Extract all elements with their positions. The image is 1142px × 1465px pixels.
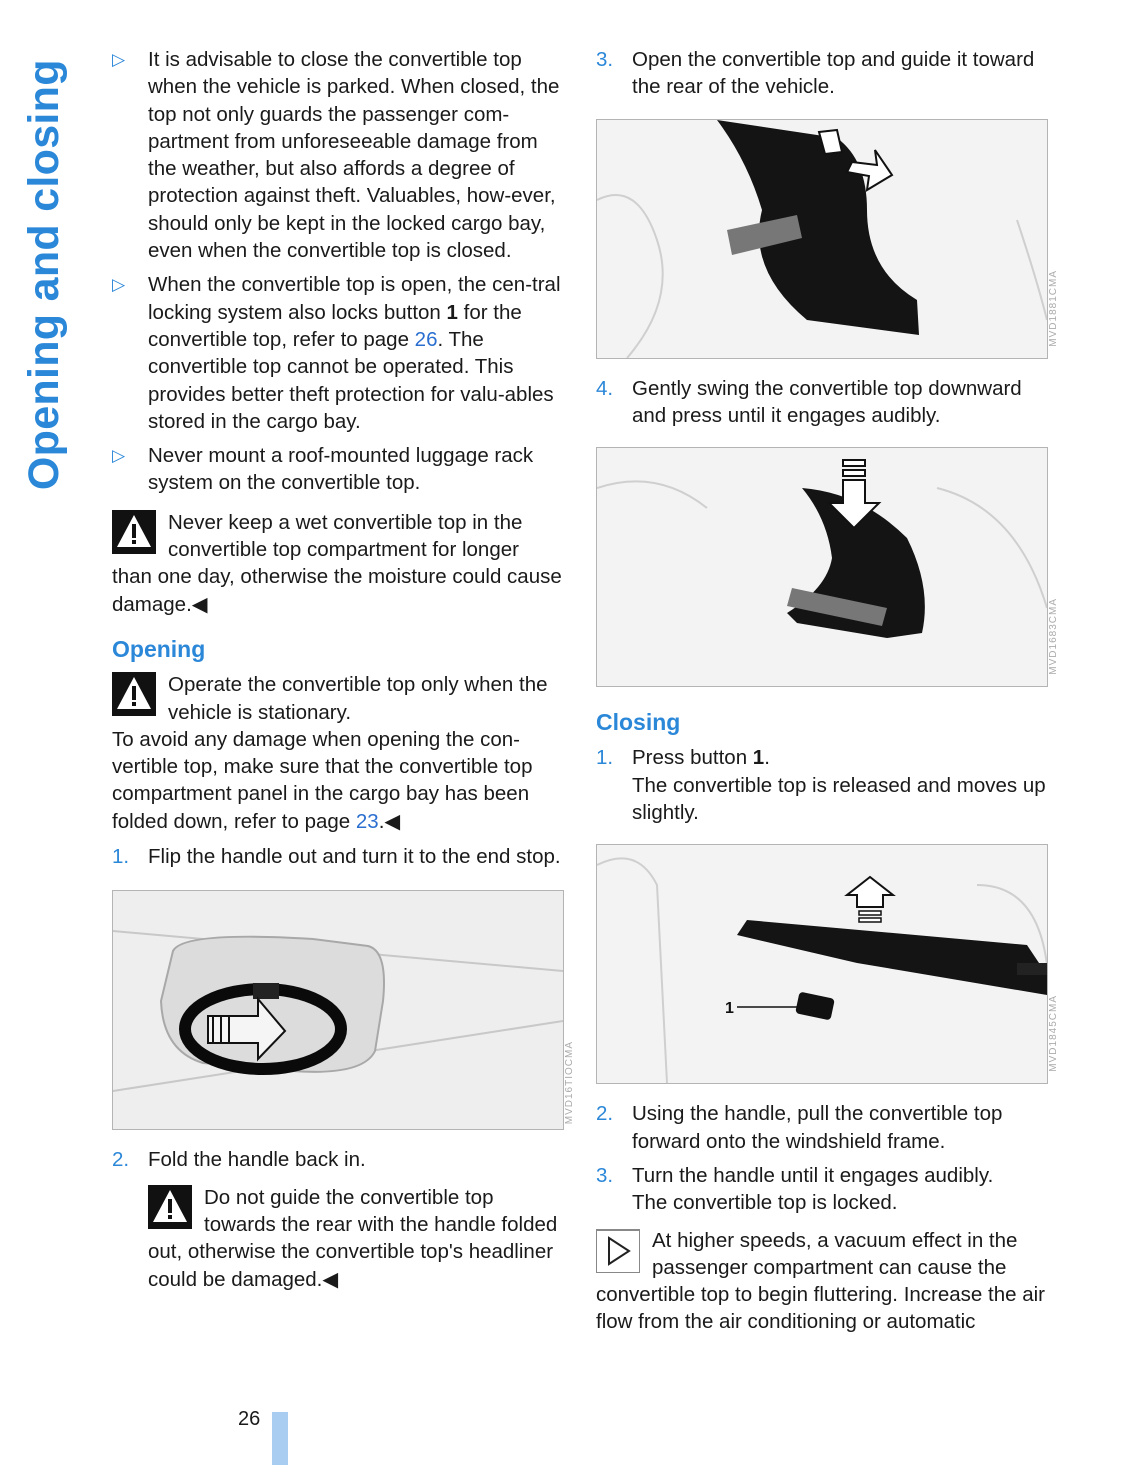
warning-icon <box>148 1185 192 1229</box>
warning-note: Do not guide the convertible top towards the rear with the handle folded out, otherwise the convertible top's headliner could be damaged.◀ <box>148 1185 558 1291</box>
bullet-item: ▷ Never mount a roof-mounted luggage rack system on the convertible top. <box>112 444 534 495</box>
figure-top-down <box>596 447 1059 687</box>
section-heading-closing: Closing <box>596 709 681 736</box>
figure-code: MVD1845CMA <box>1047 995 1059 1073</box>
page-number: 26 <box>238 1408 261 1430</box>
section-heading-opening: Opening <box>112 635 206 662</box>
step-item: 2. Fold the handle back in. <box>112 1148 366 1172</box>
convertible-top-open-illustration <box>597 120 1047 358</box>
step-item: 3. Open the convertible top and guide it toward the rear of the vehicle. <box>596 48 1035 99</box>
right-column <box>596 46 1059 1344</box>
left-column <box>112 46 575 1301</box>
figure-code: MVD1683CMA <box>1047 598 1059 675</box>
step-item: 3. Turn the handle until it engages audibly. The convertible top is locked. <box>596 1163 994 1215</box>
bullet-item: ▷ It is advisable to close the convertible top when the vehicle is parked. When closed, the top not only guards the passenger com-partment from unforeseeable damage from the weather, but also affords a degree of protection against theft. Valuables, how-ever, should only be kept in the locked cargo bay, even when the convertible top is closed. <box>112 48 560 263</box>
warning-note: Never keep a wet convertible top in the convertible top compartment for longer than one day, otherwise the moisture could cause damage.◀ <box>112 510 562 616</box>
page-link[interactable]: 23 <box>355 809 379 833</box>
figure-top-rear <box>596 119 1059 359</box>
end-marker-icon: ◀ <box>384 809 401 833</box>
warning-icon <box>112 672 156 716</box>
side-section-title: Opening and closing <box>19 59 68 491</box>
page-marker-bar <box>272 1412 288 1465</box>
figure-closing-button <box>596 844 1059 1084</box>
convertible-top-down-illustration <box>597 448 1047 686</box>
step-item: 1. Flip the handle out and turn it to the end stop. <box>112 845 561 869</box>
callout-label: 1 <box>725 1000 734 1018</box>
figure-code: MVD1881CMA <box>1047 269 1059 347</box>
step-item: 2. Using the handle, pull the convertible top forward onto the windshield frame. <box>596 1102 1003 1153</box>
figure-handle-flip <box>112 890 575 1130</box>
bullet-item: ▷ When the convertible top is open, the cen-tral locking system also locks button 1 for the convertible top, refer to page 26. The convertible top cannot be operated. This provides better theft protection for valu-ables stored in the cargo bay. <box>112 273 561 433</box>
closing-button-illustration <box>597 845 1047 1083</box>
note-arrow-icon <box>596 1229 640 1273</box>
step-item: 4. Gently swing the convertible top downward and press until it engages audibly. <box>596 376 1022 427</box>
page-link[interactable]: 26 <box>414 327 438 351</box>
bullet-triangle-icon: ▷ <box>112 50 126 69</box>
end-marker-icon: ◀ <box>322 1267 339 1291</box>
bullet-triangle-icon: ▷ <box>112 275 126 295</box>
handle-illustration <box>113 891 563 1129</box>
bullet-triangle-icon: ▷ <box>112 446 126 466</box>
step-item: 1. Press button 1. The convertible top is released and moves up slightly. <box>596 746 1046 825</box>
info-note: At higher speeds, a vacuum effect in the passenger compartment can cause the convertible top to begin fluttering. Increase the air flow from the air conditioning or automatic <box>596 1228 1045 1334</box>
end-marker-icon: ◀ <box>191 592 208 616</box>
figure-code: MVD16TIOCMA <box>563 1041 575 1125</box>
warning-icon <box>112 510 156 554</box>
warning-note: Operate the convertible top only when the vehicle is stationary. To avoid any damage when opening the con-vertible top, make sure that the convertible top compartment panel in the cargo bay has been folded down, refer to page 23.◀ <box>112 673 548 833</box>
